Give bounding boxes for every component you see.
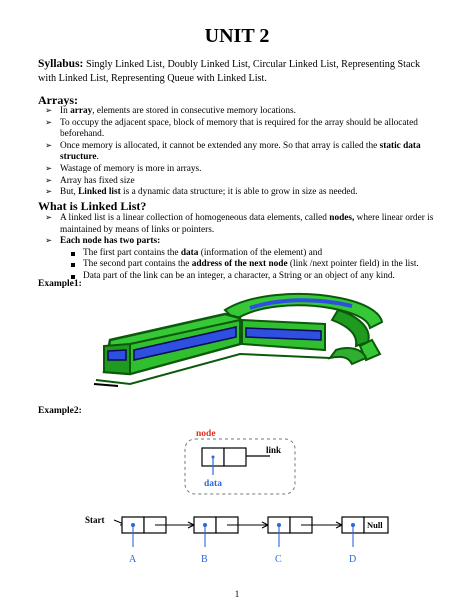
syllabus-text: Singly Linked List, Doubly Linked List, Circular Linked List, Representing Stack with Linked List, Representing Queue with Linked List. — [38, 59, 421, 84]
node-label: node — [196, 429, 216, 439]
node-letter-b: B — [201, 554, 208, 565]
linked-list-heading: What is Linked List? — [38, 199, 147, 213]
node-letter-a: A — [129, 554, 137, 565]
node-parts-item: Data part of the link can be an integer, a character, a String or an object of any kind. — [45, 271, 440, 283]
node-link-cell — [224, 448, 246, 466]
example1-label: Example1: — [38, 279, 82, 289]
page-title: UNIT 2 — [204, 25, 270, 47]
data-label: data — [204, 479, 222, 489]
node-parts-item: The first part contains the data (information of the element) and — [45, 248, 440, 260]
linked-list-item: ➢ A linked list is a linear collection of homogeneous data elements, called nodes, where linear order is maintained by means of links or pointers. — [45, 213, 440, 236]
syllabus-label: Syllabus: — [38, 58, 84, 70]
node-parts-item: The second part contains the address of the next node (link /next pointer field) in the list. — [45, 259, 440, 271]
linked-list-points — [45, 213, 440, 283]
syllabus-paragraph — [38, 57, 438, 86]
arrays-item: ➢ Once memory is allocated, it cannot be extended any more. So that array is called the static data structure. — [45, 141, 440, 164]
arrays-list — [45, 106, 440, 199]
arrays-item: ➢ Wastage of memory is more in arrays. — [45, 164, 440, 176]
node-letter-c: C — [275, 554, 282, 565]
node-letter-d: D — [349, 554, 357, 565]
node-parts-list — [45, 248, 440, 283]
arrays-item: ➢ In array, elements are stored in consecutive memory locations. — [45, 106, 440, 118]
train-illustration — [90, 288, 390, 388]
null-label: Null — [367, 520, 383, 530]
data-pointer-dot — [212, 456, 215, 459]
linked-list-item: ➢ Each node has two parts: The first part contains the data (information of the element) and The second part contains the address of the next node (link /next pointer field) in the list. Data part of the link can be an integer, a character, a String or an object of any kind. — [45, 236, 440, 282]
arrays-item: ➢ Array has fixed size — [45, 176, 440, 188]
start-label: Start — [85, 515, 105, 525]
arrays-heading: Arrays: — [38, 93, 78, 107]
example2-label: Example2: — [38, 406, 82, 416]
page-number: 1 — [234, 589, 240, 599]
linked-list-diagram — [80, 425, 400, 575]
link-label: link — [266, 445, 282, 455]
arrays-item: ➢ But, Linked list is a dynamic data structure; it is able to grow in size as needed. — [45, 187, 440, 199]
arrays-item: ➢ To occupy the adjacent space, block of memory that is required for the array should be allocated beforehand. — [45, 118, 440, 141]
